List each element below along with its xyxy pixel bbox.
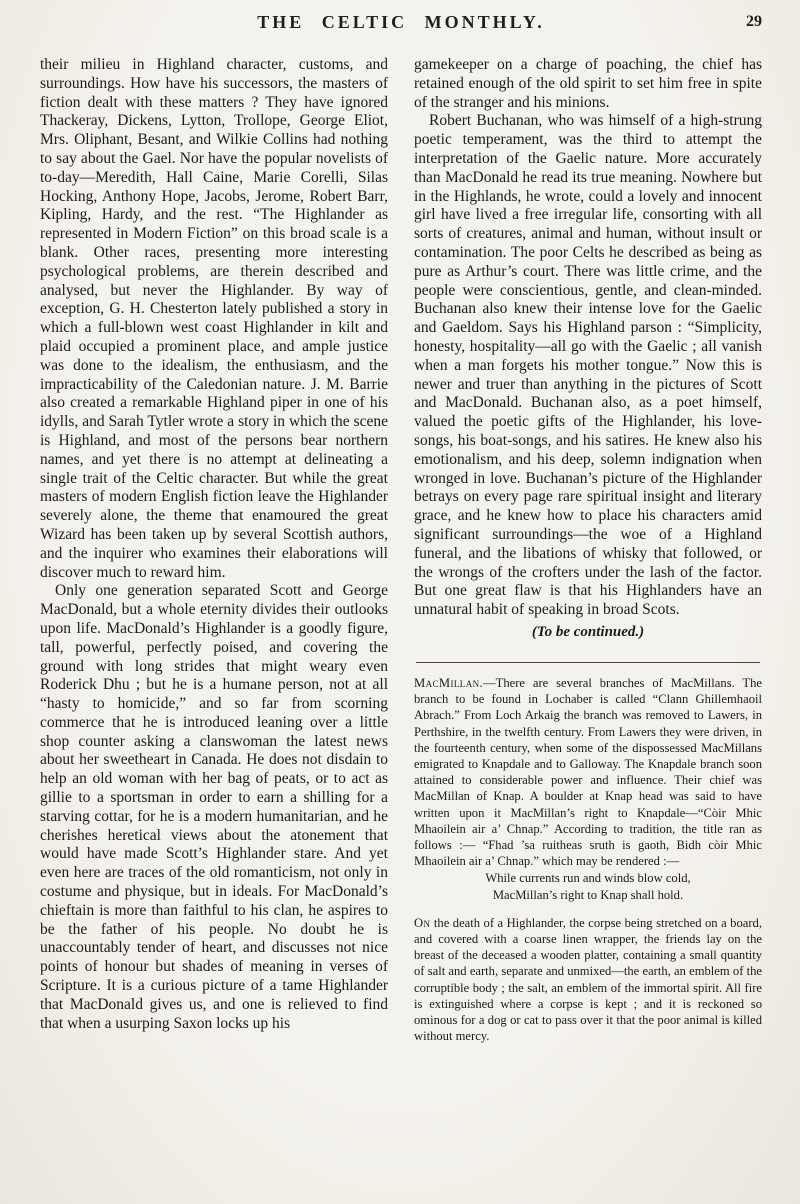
note-lead-smallcaps: MacMillan. xyxy=(414,675,484,690)
masthead xyxy=(40,12,762,38)
note-text: the death of a Highlander, the corpse being stretched on a board, and covered with a coarse linen wrapper, the friends lay on the breast of the deceased a wooden platter, containing a small quantity of salt and earth, separate and unmixed—the earth, an emblem of the corruptible body ; the salt, an emblem of the immortal spirit. All fire is extinguished where a corpse is kept ; and it is reckoned so ominous for a dog or cat to pass over it that the poor animal is killed without mercy. xyxy=(414,915,762,1044)
to-be-continued-note: (To be continued.) xyxy=(531,623,645,640)
note-macmillan xyxy=(414,675,762,869)
right-column xyxy=(414,56,762,1044)
verse-line: MacMillan’s right to Knap shall hold. xyxy=(492,887,684,902)
verse-line: While currents run and winds blow cold, xyxy=(485,871,691,886)
paragraph: Only one generation separated Scott and George MacDonald, but a whole eternity divides their outlooks upon life. MacDonald’s Highlander is a goodly figure, tall, powerful, perfectly poised, and covering the ground with long strides that might weary even Roderick Dhu ; but he is a humane person, not at all “hasty to homicide,” and so far from scorning commerce that he is introduced leaning over a little shop counter asking a clanswoman the latest news about her sweetheart in Canada. He does not disdain to help an old woman with her bag of peats, or to act as gillie to a sportsman in order to earn a shilling for a starving cottar, for he is a modern humanitarian, and he cherishes heretical views about the atonement that would have made Scott’s Highlander stare. And yet even here are traces of the old romanticism, not only in costume and physique, but in ideals. For MacDonald’s chieftain is more than faithful to his clan, he aspires to be the father of his people. No doubt he is unaccountably tender of heart, and discusses not nice points of honour but shades of meaning in verses of Scripture. It is a curious picture of a tame Highlander that MacDonald gives us, and one is relieved to find that when a usurping Saxon locks up his xyxy=(40,582,388,1032)
note-text: —There are several branches of MacMillans. The branch to be found in Lochaber is called “Clann Ghillemhaoil Abrach.” From Loch Arkaig the branch was removed to Lawers, in Perthshire, in the twelfth century. From Lawers they were driven, in the fourteenth century, when some of the dispossessed MacMillans emigrated to Knapdale and to Galloway. The Knapdale branch soon attained to considerable power and influence. Their chief was MacMillan of Knap. A boulder at Knap head was said to have written upon it MacMillan’s right to Knapdale—“Còir Mhic Mhaoilein air a’ Chnap.” According to tradition, the title ran as follows :— “Fhad ’sa ruitheas sruth is gaoth, Bidh còir Mhic Mhaoilein air a’ Chnap.” which may be rendered :— xyxy=(414,675,762,869)
page-title: THE CELTIC MONTHLY. xyxy=(257,12,545,32)
paragraph: Robert Buchanan, who was himself of a high-strung poetic temperament, was the third to attempt the interpretation of the Gaelic nature. More accurately than MacDonald he read its true meaning. Nowhere but in the Highlands, he wrote, could a lovely and innocent girl have lived a free irregular life, consorting with all sorts of creatures, animal and human, without insult or contamination. The poor Celts he described as being as pure as Arthur’s court. There was little crime, and the people were conscientious, gentle, and clean-minded. Buchanan also knew their intense love for the Gaelic and Gaeldom. Says his Highland parson : “Simplicity, honesty, hospitality—all go with the Gaelic ; all vanish when a man forgets his mother tongue.” Now this is newer and truer than anything in the pictures of Scott and MacDonald. Buchanan also, as a poet himself, valued the poetic gifts of the Highlander, his love-songs, his boat-songs, and his satires. He knew also his emotionalism, and his deep, solemn indignation when wronged in love. Buchanan’s picture of the Highlander betrays on every page rare spiritual insight and literary grace, and he knew how to place his characters amid significant surroundings—the woe of a Highland funeral, and the libations of whisky that followed, or the wrongs of the crofters under the lash of the factor. But one great flaw is that his Highlanders have an unnatural habit of speaking in broad Scots. xyxy=(414,112,762,619)
page-number: 29 xyxy=(746,13,762,30)
paragraph-continuation: gamekeeper on a charge of poaching, the chief has retained enough of the old spirit to set him free in spite of the stranger and his minions. xyxy=(414,56,762,111)
note-lead-smallcaps: On xyxy=(414,915,431,930)
note-death-custom xyxy=(414,915,762,1045)
article-columns xyxy=(40,56,762,1044)
paragraph-continuation: their milieu in Highland character, customs, and surroundings. How have his successors, the masters of fiction dealt with these matters ? They have ignored Thackeray, Dickens, Lytton, Trollope, George Eliot, Mrs. Oliphant, Besant, and Wilkie Collins had nothing to say about the Gael. Nor have the popular novelists of to-day—Meredith, Hall Caine, Marie Corelli, Silas Hocking, Anthony Hope, Jacobs, Jerome, Robert Barr, Kipling, Hardy, and the rest. “The Highlander as represented in Modern Fiction” on this broad scale is a blank. Other races, presenting more interesting psychological problems, are therein described and analysed, but never the Highlander. By way of exception, G. H. Chesterton lately published a story in which a full-blown west coast Highlander in kilt and plaid occupied a prominent place, and ample justice was done to the idealism, the enthusiasm, and the impracticability of the Caledonian nature. J. M. Barrie also created a remarkable Highland piper in one of his idylls, and Sarah Tytler wrote a story in which the scene is Highland, and most of the persons bear northern names, and yet there is no attempt at delineating a single trait of the Celtic character. But while the great masters of modern English fiction leave the Highlander severely alone, the theme that enamoured the great Wizard has been taken up by several Scottish authors, and the inquirer who examines their elaborations will discover much to reward him. xyxy=(40,56,388,581)
verse-couplet xyxy=(414,870,762,902)
section-divider xyxy=(416,662,760,663)
left-column xyxy=(40,56,388,1044)
